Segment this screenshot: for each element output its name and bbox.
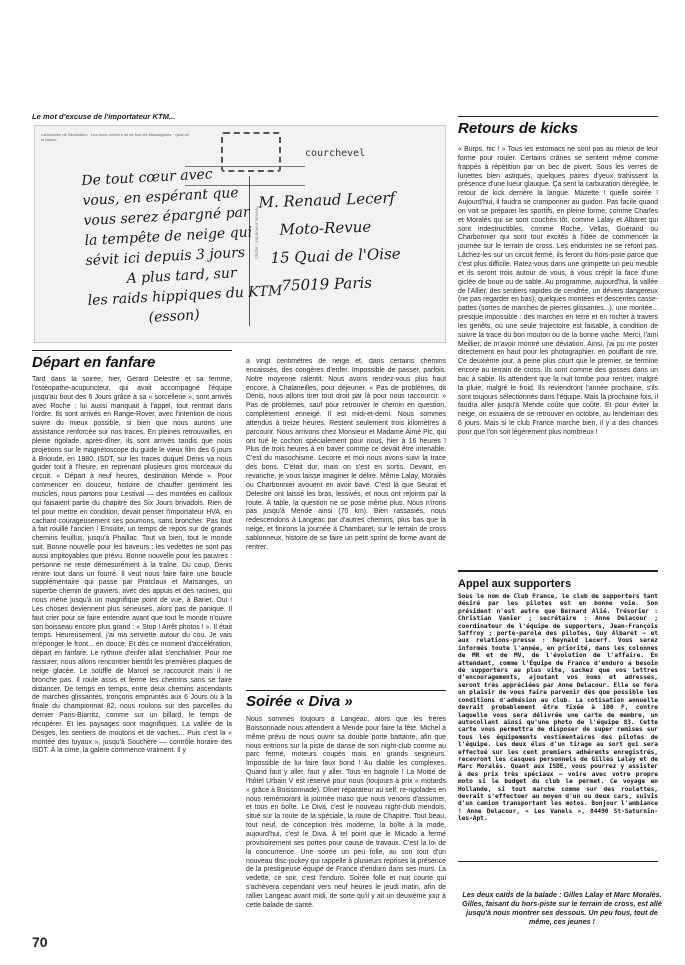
appel-box	[458, 570, 658, 862]
message-line: la tempête de neige qui	[84, 224, 253, 250]
postcard-caption: Le mot d'excuse de l'importateur KTM...	[32, 112, 176, 121]
address-line: 15 Quai de l'Oise	[270, 244, 401, 268]
soiree-body: Nous sommes toujours à Langeac, alors que les frères Boissonnade nous attendent à Mende pour faire la fête. Michel a même prévu de nous ouvrir sa double porte battante, afin que nous entrions sur la piste de danse de son night-club comme au parc fermé, moteurs coupés mais en grands seigneurs. Impossible de lui faire faux bond ! Au diable les complexes. Quand faut y aller, faut y aller. Tous en bagnole ! La Moitié de l'hôtel Urbain V est réservé pour nous (toujours à prix « motards » grâce à Boissonnade). Dîner réparateur au self, re-rigolades en nous remémorant la journée maso que nous venons d'assumer, et tous en boîte. Le Diva, c'est le nouveau night-club mendois, situé sur la route de la spéciale, la route de Chapitre. Tout beau, tout neuf, de conception très moderne, la boîte à la mode, aujourd'hui, c'est le Diva. À tel point que le Micado a fermé provisoirement ses portes pour cause de travaux. C'est la loi de la concurrence. Une soirée un peu folle, au son tout d'un nouveau disc-jockey qui rappelle à plusieurs reprises la présence de la prestigieuse équipe de France d'enduro dans ses murs. La vedette, ce soir, c'est l'enduro. Soirée folle et nuit courte qui s'achèvera cependant vers neuf heures le jeudi matin, afin de rallier Langeac avant midi, de sorte qu'il y ait un deuxième jour à cette balade de santé.	[246, 716, 446, 909]
postcard-printer-credit: Cliché : Imprimeur Moreau	[254, 206, 259, 260]
appel-body: Sous le nom de Club France, le club de supporters tant désiré par les pilotes est en bonne voie. Son président n'est autre que Bernard Alié. Trésorier : Christian Vanier ; secrétaire : Anne Delacour ; coordinateur de l'équipe de supporters, Jean-François Saffroy ; porte-parole des pilotes, Guy Albaret — et aux relations-presse : Reynald Lecerf. Vous serez informés toute l'année, en priorité, dans les colonnes de MR et de MV, de l'évolution de l'affaire. En attendant, comme l'Équipe de France d'enduro a besoin de supporters au plus vite, sachez que vos lettres d'encouragements, ajoutant vos noms et adresses, seront très appréciées par Anne Delacour. Elle se fera un plaisir de vous faire parvenir dès que possible les conditions d'adhésion au club. La cotisation annuelle devrait probablement être fixée à 100 F, contre laquelle vous sera délivrée une carte de membre, un autocollant ainsi qu'une photo de l'équipe 83. Cette carte vous permettra de disposer de super remises sur tous les équipements vestimentaires des pilotes de l'équipe. Les deux élus d'un tirage au sort qui sera effectué sur les cent premiers adhérents enregistrés, recevront les casques personnels de Gilles Lalay et de Marc Moralès. Quant aux ISDE, vous pourrez y assister à des prix très spéciaux — voire avec votre propre moto si le budget du club le permet. Ce voyage en Hollande, si tout marche comme sur des roulettes, devrait s'effectuer au moyen d'un ou deux cars, suivis d'un camion transportant les motos. Bonjour l'ambiance ! Anne Delacour, « Les Vanels », 84490 St-Saturnin-les-Apt.	[458, 593, 658, 823]
address-line: M. Renaud Lecerf	[258, 188, 396, 212]
message-line: vous serez épargné par	[83, 204, 251, 230]
postcard-address	[258, 184, 402, 301]
message-line: les raids hippiques du KTM	[87, 282, 283, 310]
depart-headline: Départ en fanfare	[32, 354, 156, 371]
soiree-headline: Soirée « Diva »	[246, 693, 353, 710]
postcard-image	[34, 125, 446, 343]
appel-headline: Appel aux supporters	[458, 578, 572, 590]
retours-headline: Retours de kicks	[458, 120, 579, 137]
message-line: sévit ici depuis 3 jours	[85, 244, 246, 270]
retours-body: « Burps, hic ! » Tous les estomacs ne sont pas au mieux de leur forme pour rouler. Certains crânes se sentent même comme frappés à répétition par un bec de pivert. Sous les verres de lunettes bien astiqués, quelques paires d'yeux trahissent la présence d'une lueur glauque. Ça sent la carburation déréglée, le retour de kick derrière la langue. Mazette ! quelle soirée ! Aujourd'hui, il faudra se cramponner au guidon. Pas facile quand on voit se préparer les sportifs, en pleine forme, comme Charles et Moralès qui se sont couchés tôt, comme Lalay et Albaret qui sont indestructibles, comme Roche, Vellas, Guérand ou Charbonnier qui sont tout excités à l'idée de commencer la journée sur le terrain de cross. Les enduristes ne se refont pas. Lâchez-les sur un circuit fermé, ils feront du hors-piste parce que c'est plus difficile. Ratez-vous dans une grimpette un peu meuble et ils seront trois autour de vous, à vous crépir la face d'une giclée de boue ou de sable. Au programme, aujourd'hui, la vallée de l'Allier, des sentiers rapides de cendrée, un dévers dangereux (ne pas regarder en bas), quelques montées et descentes casse-pattes (sortes de marches de pierres glissantes...), une montée... presque impossible : des marches en terre et en rocher à travers les genêts, où une seule trajectoire est faisable, à condition de suivre la trace du bon mouton ou de la bonne vache. Merci, l'ami Meillier, de m'avoir montré une déviation. Ainsi, j'ai pu me poster directement en haut pour les photographier, en pouffant de rire. Ce deuxième jour, à peine plus court que le premier, se termine encore au terrain de cross. Ils sont comme des gosses dans un bac à sable. Ils attendent que la nuit tombe pour rentrer, malgré la pluie, malgré le froid. Ils reviendront l'année prochaine, s'ils sont toujours sélectionnés dans l'équipe. Mais la prochaine fois, il faudra aller jusqu'à Mende coûte que coûte. Et pour éviter la neige, on essaiera de se retrouver en octobre, au lendemain des 6 jours. Mais si le club France marche bien, il y a des chances pour que l'on soit légèrement plus nombreux !	[458, 146, 658, 436]
middle-continuation-text: a vingt centimètres de neige et, dans certains chemins encaissés, des congères d'enfer. Impossible de passer, parfois. Notre moyenne ralentit. Nous avons rendez-vous plus haut encore, à Chalaneilles, pour déjeuner. « Pas de problèmes, dit Denis, nous allons tirer tout droit par là pour nous raccourcir. » Pas de problèmes, sauf pour retrouver le chemin en question, complètement enneigé. Il est midi-et-demi. Nous sommes attendus à treize heures. Restent seulement trois kilomètres à parcourir. Nous arrivons chez Monsieur et Madame Aimé Pic, qui ont tué le cochon spécialement pour nous, hier à 16 heures ! Plus de trois heures à en baver comme ce devait être intenable. C'est du masochisme. Lecorre et moi nous avons suivi la trace des bons. C'était dur, mais on s'est en sortis. Devant, en revanche, je vous laisse imaginer le délire. Même Lalay, Moralès ou Charbonnier avouent en avoir bavé. C'est là que Seurat et Delestré ont laissé les bras, lessivés, et nous ont rejoints par la route. À table, la question ne se pose même plus. Nous n'irons pas jusqu'à Mende ainsi (70 km). Bien rassasiés, nous redescendons à Langeac par d'autres chemins, plus bas que la neige, et finirons la journée à Chambaret, sur le terrain de cross sablonneux, histoire de se faire un petit sprint de forme avant de rentrer.	[246, 358, 446, 551]
postcard-message	[81, 161, 284, 331]
message-line: A plus tard, sur	[126, 265, 237, 287]
depart-body: Tard dans la soirée, hier, Gérard Delestré et sa femme, l'ostéopathe-acupuncteur, qui avait accompagné l'équipe jusqu'au bout des 6 Jours grâce à sa « sorcellerie », sont arrivés avec Roche : lui aussi manquait à l'appel, tout rentrait dans l'ordre. Ils sont arrivés en Range-Rover, avec l'intention de nous suivre du mieux possible, si bien que nous aurons une assistance renforcée sur nos traces. En pleines retrouvailles, en pleine rigolade, après-dîner, ils sont arrivés tandis que nous projetions sur le magnétoscope du guide le vieux film des 6 jours à Brioude, en 1980. ISDT, sur les traces duquel Denis va nous guider tout à l'heure, en reprenant plusieurs gros morceaux du circuit. « Départ à neuf heures, destination Mende ». Pour commencer en douceur, histoire de chauffer gentiment les muscles, nous partons pour Lestival — des montées en cailloux qui faisaient partie du chapitre des Six Jours brivadois. Rien de tel pour mettre en condition, devait penser l'importateur HVA, en cachant courageusement ses poumons, sans broncher. Pas tout à fait rouillé l'ancien ! Ensuite, un temps de repos sur de grands chemins feuillus, jusqu'à Phaillac. Tout va bien, tout le monde suit. Bonne nouvelle pour les baveurs : les vedettes ne sont pas aussi impitoyables que prévu. Bonne nouvelle pour les pauvres : personne ne reste démesurément à la traîne. Du coup, Denis rentre tout dans un fourré. Il veut nous faire faire une boucle supplémentaire qui passe par Pratclaux et Marsanges, un superbe chemin de graviers, avec des appuis et des racines, qui nous mène jusqu'à un magnifique point de vue, à Bariet. Oui ! Les choses deviennent plus sérieuses, alors pas de panique. Il faut crier pour se faire entendre avant que tout le monde n'ouvre son boisseau encore plus grand : « Stop ! Arrêt photos ! ». Il était temps. Heureusement, j'ai ma serviette autour du cou. Je vais m'éponger le front... en douce. Et dès ce moment d'accélération, départ en fanfare. Le rythme d'enfer allait s'enchaîner. Pour me rassurer, nous allons rencontrer bientôt les premières plaques de neige glacée. Le souffle de Marcel se raccourcit mais il ne bronche pas. Il roule assis et ferme les chemins sans se faire distancer. De temps en temps, entre deux chemins ascendants de marches glissantes, tronçons empruntés aux 6 Jours ou à la finale du championnat 82, nous roulons sur des parcelles du dernier Paris-Biarritz, comme sur un billard, le temps de récupérer. Et les paysages sont magnifiques. La vallée de la Desges, les sentiers de moutons et de vaches... Puis c'est la « montée des tuyaux », jusqu'à Souchère — contrôle horaire des ISDT. À la cime, la galère commence vraiment. Il y	[32, 376, 232, 755]
address-line: Moto-Revue	[279, 217, 372, 239]
section-rule	[32, 350, 232, 351]
message-line: De tout cœur avec	[81, 166, 214, 190]
postcard-letterhead: Laboratoire de l'illustration · Les bons ouvriers ne se font les Messageries · Quai de la Marne	[41, 132, 189, 142]
section-rule	[246, 690, 446, 691]
photo-caption: Les deux caïds de la balade : Gilles Lalay et Marc Moralès. Gilles, faisant du hors-piste sur le terrain de cross, est allé jusqu'à nous montrer ses dessous. Un peu fous, tout de même, ces jeunes !	[462, 890, 662, 926]
message-line: vous, en espérant que	[82, 184, 240, 210]
address-line: 75019 Paris	[281, 273, 373, 295]
postmark-label: courchevel	[305, 148, 366, 159]
section-rule	[458, 116, 658, 117]
page-number: 70	[32, 934, 48, 950]
message-signature: (esson)	[148, 307, 201, 326]
